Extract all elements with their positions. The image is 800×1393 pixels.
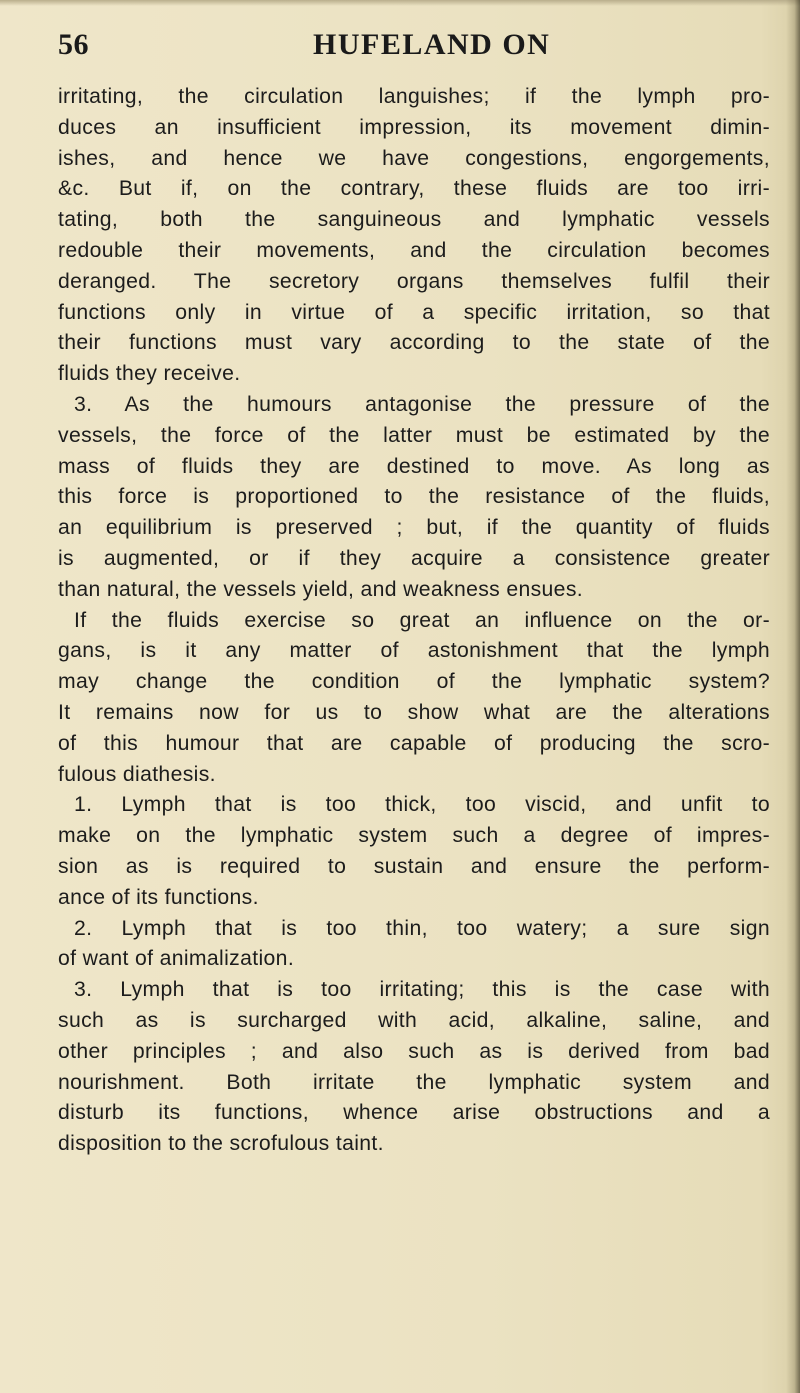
text-line: irritating, the circulation languishes; if the lymph pro- bbox=[58, 85, 770, 108]
text-line: disturb its functions, whence arise obstructions and a bbox=[58, 1101, 770, 1125]
text-line: 1. Lymph that is too thick, too viscid, and unfit to bbox=[74, 793, 770, 817]
text-line: may change the condition of the lymphatic system? bbox=[58, 670, 770, 694]
text-line: ance of its functions. bbox=[58, 885, 259, 909]
text-line: tating, both the sanguineous and lymphatic vessels bbox=[58, 208, 770, 232]
text-line: of this humour that are capable of producing the scro- bbox=[58, 731, 770, 755]
text-line: their functions must vary according to the state of the bbox=[58, 331, 770, 355]
text-line: 3. Lymph that is too irritating; this is the case with bbox=[74, 978, 770, 1002]
text-line: redouble their movements, and the circulation becomes bbox=[58, 238, 770, 262]
text-line: ishes, and hence we have congestions, engorgements, bbox=[58, 146, 770, 170]
running-head: HUFELAND ON bbox=[313, 28, 551, 61]
text-line: such as is surcharged with acid, alkaline, saline, and bbox=[58, 1008, 770, 1032]
text-line: duces an insufficient impression, its movement dimin- bbox=[58, 115, 770, 139]
text-line: 2. Lymph that is too thin, too watery; a sure sign bbox=[74, 916, 770, 940]
text-line: sion as is required to sustain and ensure the perform- bbox=[58, 854, 770, 878]
page-number: 56 bbox=[58, 28, 89, 61]
text-line: 3. As the humours antagonise the pressure of the bbox=[74, 392, 770, 416]
text-line: mass of fluids they are destined to move. As long as bbox=[58, 454, 770, 478]
top-page-edge bbox=[0, 0, 800, 6]
text-line: fulous diathesis. bbox=[58, 762, 216, 786]
text-line: gans, is it any matter of astonishment that the lymph bbox=[58, 639, 770, 663]
text-line: is augmented, or if they acquire a consistence greater bbox=[58, 546, 770, 570]
text-line: It remains now for us to show what are the alterations bbox=[58, 700, 770, 724]
page-binding-shadow bbox=[786, 0, 800, 1393]
text-line: nourishment. Both irritate the lymphatic system and bbox=[58, 1070, 770, 1094]
text-line: &c. But if, on the contrary, these fluids are too irri- bbox=[58, 177, 770, 201]
text-line: an equilibrium is preserved ; but, if the quantity of fluids bbox=[58, 516, 770, 540]
page-header bbox=[58, 28, 778, 68]
text-line: functions only in virtue of a specific irritation, so that bbox=[58, 300, 770, 324]
text-line: of want of animalization. bbox=[58, 947, 295, 971]
body-text bbox=[58, 82, 770, 1160]
text-line: make on the lymphatic system such a degree of impres- bbox=[58, 824, 770, 848]
text-line: disposition to the scrofulous taint. bbox=[58, 1132, 384, 1156]
text-line: If the fluids exercise so great an influence on the or- bbox=[74, 608, 770, 632]
text-line: deranged. The secretory organs themselves fulfil their bbox=[58, 269, 770, 293]
text-line: vessels, the force of the latter must be estimated by the bbox=[58, 423, 770, 447]
text-line: fluids they receive. bbox=[58, 362, 241, 386]
text-line: this force is proportioned to the resistance of the fluids, bbox=[58, 485, 770, 509]
text-line: than natural, the vessels yield, and weakness ensues. bbox=[58, 577, 584, 601]
text-line: other principles ; and also such as is derived from bad bbox=[58, 1039, 770, 1063]
